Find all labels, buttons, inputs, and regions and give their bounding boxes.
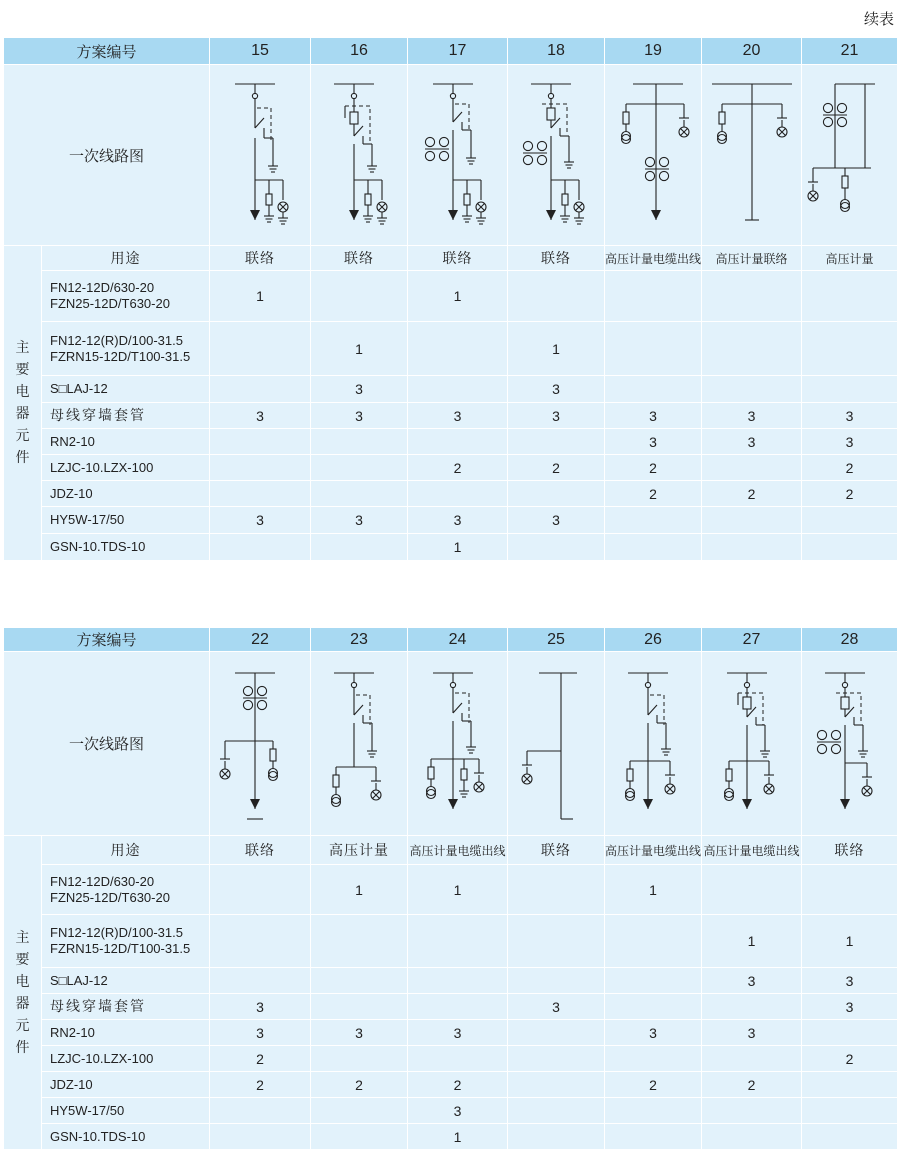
component-name: FN12-12(R)D/100-31.5 FZRN15-12D/T100-31.5 (42, 322, 210, 376)
quantity-cell (210, 1124, 311, 1150)
usage-cell: 联络 (311, 246, 408, 271)
quantity-cell (210, 968, 311, 994)
quantity-cell: 1 (408, 534, 508, 561)
quantity-cell (408, 481, 508, 507)
component-row (4, 507, 898, 534)
quantity-cell (605, 507, 702, 534)
circuit-diagram (210, 65, 311, 246)
diagram-label: 一次线路图 (4, 652, 210, 836)
quantity-cell (702, 455, 802, 481)
scheme-number: 25 (508, 628, 605, 652)
quantity-cell (702, 994, 802, 1020)
quantity-cell (408, 429, 508, 455)
quantity-cell: 3 (508, 994, 605, 1020)
component-name: RN2-10 (42, 429, 210, 455)
component-name: HY5W-17/50 (42, 1098, 210, 1124)
quantity-cell (311, 1098, 408, 1124)
quantity-cell: 3 (605, 403, 702, 429)
quantity-cell (508, 1020, 605, 1046)
quantity-cell: 1 (702, 915, 802, 968)
circuit-diagram (605, 652, 702, 836)
quantity-cell (311, 271, 408, 322)
quantity-cell: 3 (802, 968, 898, 994)
scheme-number: 24 (408, 628, 508, 652)
main-components-label: 主 要 电 器 元 件 (4, 246, 42, 561)
usage-cell: 联络 (210, 246, 311, 271)
quantity-cell: 3 (802, 403, 898, 429)
quantity-cell (311, 455, 408, 481)
component-row (4, 271, 898, 322)
circuit-diagram (702, 65, 802, 246)
quantity-cell (702, 507, 802, 534)
quantity-cell (802, 534, 898, 561)
quantity-cell: 3 (605, 1020, 702, 1046)
usage-cell: 高压计量电缆出线 (605, 246, 702, 271)
quantity-cell: 2 (311, 1072, 408, 1098)
component-row (4, 1124, 898, 1150)
component-row (4, 968, 898, 994)
quantity-cell: 2 (508, 455, 605, 481)
quantity-cell: 2 (802, 455, 898, 481)
circuit-diagram (408, 652, 508, 836)
quantity-cell (210, 429, 311, 455)
quantity-cell: 3 (311, 376, 408, 403)
quantity-cell: 2 (702, 481, 802, 507)
quantity-cell (605, 994, 702, 1020)
component-row (4, 534, 898, 561)
quantity-cell (802, 322, 898, 376)
quantity-cell (408, 994, 508, 1020)
scheme-number: 27 (702, 628, 802, 652)
quantity-cell (702, 534, 802, 561)
quantity-cell (508, 865, 605, 915)
component-name: JDZ-10 (42, 1072, 210, 1098)
quantity-cell: 3 (508, 376, 605, 403)
quantity-cell (605, 271, 702, 322)
quantity-cell: 3 (210, 994, 311, 1020)
circuit-diagram (508, 65, 605, 246)
component-row (4, 1072, 898, 1098)
quantity-cell (702, 1098, 802, 1124)
circuit-diagram (802, 652, 898, 836)
scheme-number: 17 (408, 38, 508, 65)
quantity-cell (311, 1124, 408, 1150)
quantity-cell (508, 968, 605, 994)
quantity-cell: 3 (408, 1020, 508, 1046)
usage-row (4, 836, 898, 865)
quantity-cell: 3 (508, 507, 605, 534)
usage-row (4, 246, 898, 271)
component-row (4, 1046, 898, 1072)
usage-cell: 联络 (210, 836, 311, 865)
quantity-cell: 3 (508, 403, 605, 429)
usage-label: 用途 (42, 836, 210, 865)
component-row (4, 481, 898, 507)
quantity-cell: 2 (605, 1072, 702, 1098)
component-name: 母线穿墙套管 (42, 403, 210, 429)
quantity-cell (508, 534, 605, 561)
component-row (4, 915, 898, 968)
quantity-cell (408, 1046, 508, 1072)
quantity-cell (508, 1046, 605, 1072)
quantity-cell (508, 1098, 605, 1124)
circuit-diagram (702, 652, 802, 836)
scheme-number: 20 (702, 38, 802, 65)
quantity-cell (408, 322, 508, 376)
quantity-cell: 3 (210, 1020, 311, 1046)
circuit-diagram (605, 65, 702, 246)
main-components-label: 主 要 电 器 元 件 (4, 836, 42, 1150)
component-name: FN12-12D/630-20 FZN25-12D/T630-20 (42, 865, 210, 915)
component-name: LZJC-10.LZX-100 (42, 1046, 210, 1072)
scheme-number: 18 (508, 38, 605, 65)
quantity-cell (802, 1020, 898, 1046)
quantity-cell (702, 271, 802, 322)
scheme-number-label: 方案编号 (4, 628, 210, 652)
quantity-cell: 3 (408, 507, 508, 534)
circuit-diagram (311, 65, 408, 246)
quantity-cell: 1 (508, 322, 605, 376)
component-row (4, 403, 898, 429)
component-row (4, 322, 898, 376)
component-row (4, 1098, 898, 1124)
quantity-cell (408, 376, 508, 403)
quantity-cell (311, 915, 408, 968)
diagram-label: 一次线路图 (4, 65, 210, 246)
component-row (4, 376, 898, 403)
quantity-cell: 1 (210, 271, 311, 322)
usage-cell: 高压计量 (311, 836, 408, 865)
circuit-diagram (802, 65, 898, 246)
circuit-diagram (311, 652, 408, 836)
quantity-cell: 3 (408, 1098, 508, 1124)
quantity-cell: 3 (210, 507, 311, 534)
quantity-cell (311, 968, 408, 994)
quantity-cell: 3 (311, 507, 408, 534)
scheme-number: 26 (605, 628, 702, 652)
quantity-cell (311, 534, 408, 561)
usage-cell: 高压计量电缆出线 (408, 836, 508, 865)
quantity-cell: 2 (605, 455, 702, 481)
scheme-number: 19 (605, 38, 702, 65)
component-name: S□LAJ-12 (42, 968, 210, 994)
quantity-cell (508, 481, 605, 507)
quantity-cell: 2 (408, 1072, 508, 1098)
quantity-cell (605, 376, 702, 403)
quantity-cell: 1 (802, 915, 898, 968)
component-name: GSN-10.TDS-10 (42, 534, 210, 561)
diagram-row (4, 652, 898, 836)
quantity-cell (210, 915, 311, 968)
scheme-number: 23 (311, 628, 408, 652)
quantity-cell (311, 481, 408, 507)
component-name: FN12-12D/630-20 FZN25-12D/T630-20 (42, 271, 210, 322)
component-row (4, 429, 898, 455)
component-name: HY5W-17/50 (42, 507, 210, 534)
usage-cell: 高压计量电缆出线 (702, 836, 802, 865)
usage-cell: 高压计量 (802, 246, 898, 271)
quantity-cell (508, 915, 605, 968)
quantity-cell (802, 1072, 898, 1098)
quantity-cell (605, 1098, 702, 1124)
quantity-cell (605, 1046, 702, 1072)
quantity-cell (702, 1046, 802, 1072)
quantity-cell (605, 1124, 702, 1150)
quantity-cell (508, 1072, 605, 1098)
circuit-diagram (508, 652, 605, 836)
quantity-cell: 1 (311, 322, 408, 376)
quantity-cell (210, 455, 311, 481)
quantity-cell (210, 865, 311, 915)
scheme-number-row (4, 628, 898, 652)
quantity-cell (210, 481, 311, 507)
quantity-cell (702, 322, 802, 376)
quantity-cell (605, 968, 702, 994)
quantity-cell: 3 (311, 403, 408, 429)
quantity-cell (508, 1124, 605, 1150)
usage-cell: 高压计量联络 (702, 246, 802, 271)
component-name: JDZ-10 (42, 481, 210, 507)
quantity-cell (702, 1124, 802, 1150)
quantity-cell: 2 (802, 1046, 898, 1072)
quantity-cell: 1 (408, 1124, 508, 1150)
quantity-cell (802, 1124, 898, 1150)
quantity-cell (802, 507, 898, 534)
diagram-row (4, 65, 898, 246)
scheme-table-2 (3, 627, 898, 1150)
quantity-cell (311, 429, 408, 455)
quantity-cell: 3 (802, 994, 898, 1020)
quantity-cell (210, 534, 311, 561)
quantity-cell (408, 968, 508, 994)
circuit-diagram (210, 652, 311, 836)
component-name: RN2-10 (42, 1020, 210, 1046)
quantity-cell (802, 376, 898, 403)
quantity-cell: 3 (210, 403, 311, 429)
quantity-cell: 3 (311, 1020, 408, 1046)
component-name: GSN-10.TDS-10 (42, 1124, 210, 1150)
quantity-cell: 1 (605, 865, 702, 915)
quantity-cell: 2 (408, 455, 508, 481)
quantity-cell: 2 (210, 1072, 311, 1098)
usage-cell: 联络 (408, 246, 508, 271)
quantity-cell: 3 (702, 1020, 802, 1046)
usage-label: 用途 (42, 246, 210, 271)
quantity-cell: 3 (802, 429, 898, 455)
usage-cell: 联络 (508, 836, 605, 865)
component-row (4, 994, 898, 1020)
component-name: LZJC-10.LZX-100 (42, 455, 210, 481)
quantity-cell (802, 1098, 898, 1124)
component-row (4, 455, 898, 481)
scheme-number: 15 (210, 38, 311, 65)
continued-label: 续表 (863, 10, 894, 28)
scheme-number: 16 (311, 38, 408, 65)
quantity-cell (210, 1098, 311, 1124)
quantity-cell: 3 (408, 403, 508, 429)
quantity-cell (802, 271, 898, 322)
quantity-cell (702, 376, 802, 403)
scheme-table-1 (3, 37, 898, 561)
quantity-cell (210, 376, 311, 403)
quantity-cell (605, 534, 702, 561)
quantity-cell: 1 (311, 865, 408, 915)
quantity-cell (311, 994, 408, 1020)
quantity-cell: 2 (802, 481, 898, 507)
component-name: 母线穿墙套管 (42, 994, 210, 1020)
quantity-cell: 3 (605, 429, 702, 455)
scheme-number: 21 (802, 38, 898, 65)
scheme-number-row (4, 38, 898, 65)
quantity-cell (802, 865, 898, 915)
circuit-diagram (408, 65, 508, 246)
quantity-cell: 1 (408, 865, 508, 915)
component-row (4, 865, 898, 915)
scheme-number: 22 (210, 628, 311, 652)
quantity-cell (605, 915, 702, 968)
quantity-cell: 2 (702, 1072, 802, 1098)
quantity-cell (508, 429, 605, 455)
component-row (4, 1020, 898, 1046)
usage-cell: 联络 (802, 836, 898, 865)
scheme-number: 28 (802, 628, 898, 652)
component-name: FN12-12(R)D/100-31.5 FZRN15-12D/T100-31.5 (42, 915, 210, 968)
scheme-number-label: 方案编号 (4, 38, 210, 65)
quantity-cell: 1 (408, 271, 508, 322)
quantity-cell (702, 865, 802, 915)
quantity-cell (408, 915, 508, 968)
quantity-cell: 2 (605, 481, 702, 507)
quantity-cell (311, 1046, 408, 1072)
quantity-cell (605, 322, 702, 376)
usage-cell: 高压计量电缆出线 (605, 836, 702, 865)
quantity-cell: 3 (702, 403, 802, 429)
component-name: S□LAJ-12 (42, 376, 210, 403)
quantity-cell: 2 (210, 1046, 311, 1072)
quantity-cell (508, 271, 605, 322)
quantity-cell (210, 322, 311, 376)
usage-cell: 联络 (508, 246, 605, 271)
quantity-cell: 3 (702, 968, 802, 994)
quantity-cell: 3 (702, 429, 802, 455)
